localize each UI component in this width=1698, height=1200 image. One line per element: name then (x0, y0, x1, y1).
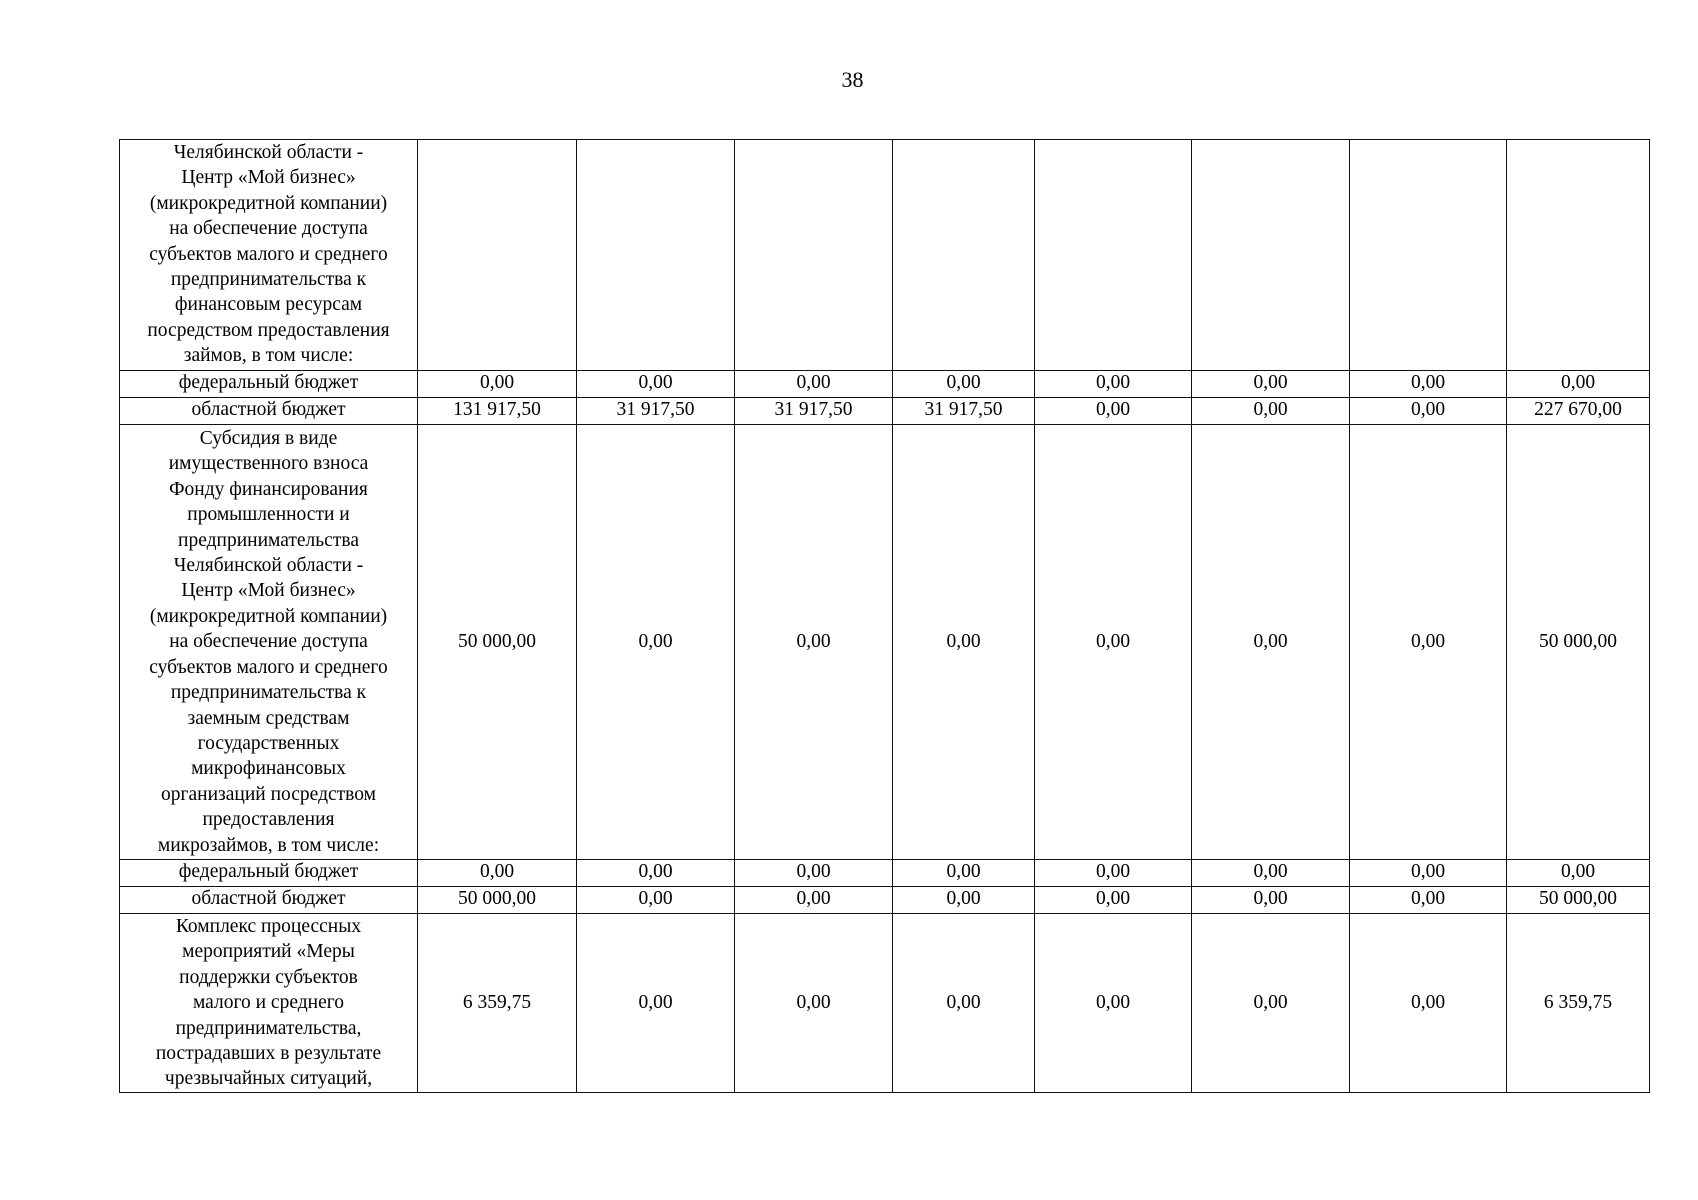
value-cell: 0,00 (418, 371, 577, 398)
value-cell: 6 359,75 (1507, 914, 1650, 1093)
value-cell: 0,00 (1192, 425, 1350, 860)
value-cell: 0,00 (1350, 860, 1507, 887)
row-label: федеральный бюджет (120, 371, 418, 398)
value-cell: 0,00 (1507, 371, 1650, 398)
value-cell (418, 140, 577, 371)
value-cell: 0,00 (577, 860, 735, 887)
budget-table (119, 139, 1650, 1093)
value-cell: 0,00 (1507, 860, 1650, 887)
table-row (120, 371, 1650, 398)
value-cell: 0,00 (1192, 398, 1350, 425)
value-cell: 0,00 (1350, 425, 1507, 860)
value-cell: 50 000,00 (1507, 425, 1650, 860)
value-cell: 0,00 (893, 371, 1035, 398)
value-cell: 0,00 (1192, 914, 1350, 1093)
value-cell: 0,00 (735, 371, 893, 398)
value-cell: 0,00 (1035, 914, 1192, 1093)
value-cell: 0,00 (1035, 398, 1192, 425)
row-label: областной бюджет (120, 398, 418, 425)
value-cell: 31 917,50 (893, 398, 1035, 425)
value-cell: 0,00 (893, 887, 1035, 914)
value-cell: 50 000,00 (418, 887, 577, 914)
table-row (120, 425, 1650, 860)
value-cell: 0,00 (577, 425, 735, 860)
value-cell: 0,00 (1350, 887, 1507, 914)
value-cell (1507, 140, 1650, 371)
value-cell: 0,00 (1035, 371, 1192, 398)
table-row (120, 914, 1650, 1093)
value-cell: 0,00 (418, 860, 577, 887)
value-cell: 0,00 (893, 425, 1035, 860)
value-cell: 50 000,00 (1507, 887, 1650, 914)
table-row (120, 398, 1650, 425)
value-cell: 0,00 (735, 914, 893, 1093)
value-cell (893, 140, 1035, 371)
row-label: Субсидия в виде имущественного взноса Фонду финансирования промышленности и предпринимательства Челябинской области - Центр «Мой бизнес» (микрокредитной компании) на обеспечение доступа субъектов малого и среднего предпринимательства к заемным средствам государственных микрофинансовых организаций посредством предоставления микрозаймов, в том числе: (120, 425, 418, 860)
value-cell (735, 140, 893, 371)
value-cell: 6 359,75 (418, 914, 577, 1093)
value-cell: 0,00 (1192, 371, 1350, 398)
value-cell: 0,00 (1350, 914, 1507, 1093)
row-label: федеральный бюджет (120, 860, 418, 887)
value-cell: 0,00 (577, 914, 735, 1093)
row-label: областной бюджет (120, 887, 418, 914)
value-cell: 0,00 (577, 887, 735, 914)
value-cell (1035, 140, 1192, 371)
value-cell: 227 670,00 (1507, 398, 1650, 425)
value-cell: 0,00 (1035, 887, 1192, 914)
value-cell: 0,00 (893, 914, 1035, 1093)
value-cell (1192, 140, 1350, 371)
value-cell: 0,00 (1350, 398, 1507, 425)
value-cell: 0,00 (735, 860, 893, 887)
value-cell: 0,00 (1035, 860, 1192, 887)
value-cell: 31 917,50 (577, 398, 735, 425)
row-label: Челябинской области - Центр «Мой бизнес» (микрокредитной компании) на обеспечение доступа субъектов малого и среднего предпринимательства к финансовым ресурсам посредством предоставления займов, в том числе: (120, 140, 418, 371)
value-cell: 0,00 (1192, 860, 1350, 887)
value-cell: 0,00 (1192, 887, 1350, 914)
page-number: 38 (841, 67, 864, 92)
value-cell (577, 140, 735, 371)
value-cell: 131 917,50 (418, 398, 577, 425)
value-cell: 0,00 (893, 860, 1035, 887)
value-cell: 0,00 (577, 371, 735, 398)
value-cell: 0,00 (735, 425, 893, 860)
value-cell: 50 000,00 (418, 425, 577, 860)
row-label: Комплекс процессных мероприятий «Меры поддержки субъектов малого и среднего предпринимательства, пострадавших в результате чрезвычайных ситуаций, (120, 914, 418, 1093)
table-row (120, 140, 1650, 371)
value-cell: 0,00 (1350, 371, 1507, 398)
table-row (120, 887, 1650, 914)
value-cell: 0,00 (735, 887, 893, 914)
table-row (120, 860, 1650, 887)
value-cell (1350, 140, 1507, 371)
value-cell: 0,00 (1035, 425, 1192, 860)
value-cell: 31 917,50 (735, 398, 893, 425)
